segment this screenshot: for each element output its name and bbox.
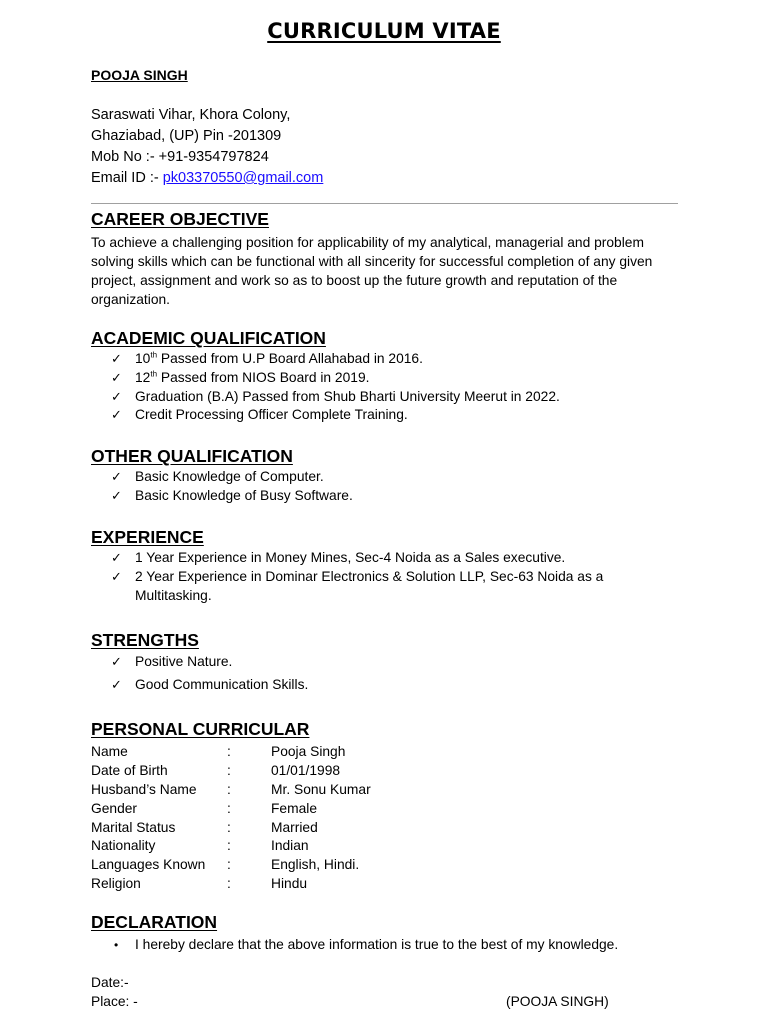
field-separator: :: [227, 762, 231, 778]
item-text: 12: [135, 369, 151, 385]
list-item: [91, 653, 308, 672]
experience-list: [91, 549, 603, 605]
field-value: Married: [271, 819, 318, 835]
table-row: [91, 818, 371, 837]
field-label: Languages Known: [91, 857, 206, 873]
table-row: [91, 874, 371, 893]
section-heading-other-qualification: OTHER QUALIFICATION: [91, 446, 293, 466]
field-label: Husband’s Name: [91, 781, 197, 797]
field-value: Mr. Sonu Kumar: [271, 781, 371, 797]
field-label: Name: [91, 743, 128, 759]
document-title: CURRICULUM VITAE: [267, 19, 501, 43]
table-row: [91, 836, 371, 855]
email-label: Email ID :-: [91, 170, 163, 186]
check-icon: ✓: [111, 469, 122, 484]
table-row: [91, 780, 371, 799]
check-icon: ✓: [111, 388, 122, 404]
superscript: th: [150, 369, 158, 379]
career-objective-text: To achieve a challenging position for applicability of my analytical, managerial and problem solving skills which can be functional with all sincerity for successful completion of any given project, assignment and work so as to boost up the future growth and reputation of the organization.: [91, 235, 653, 307]
field-value: 01/01/1998: [271, 762, 341, 778]
place-label: Place: -: [91, 994, 138, 1009]
address-line-2: Ghaziabad, (UP) Pin -201309: [91, 128, 282, 144]
item-text: Passed from U.P Board Allahabad in 2016.: [157, 351, 423, 366]
item-text: Graduation (B.A) Passed from Shub Bharti University Meerut in 2022.: [135, 388, 560, 404]
list-item: [91, 468, 353, 487]
field-separator: :: [227, 800, 231, 816]
bullet-icon: •: [114, 938, 119, 952]
declaration-text: I hereby declare that the above information is true to the best of my knowledge.: [135, 937, 619, 952]
email-line: [91, 168, 323, 189]
field-separator: :: [227, 743, 231, 759]
field-separator: :: [227, 876, 231, 892]
field-value: Hindu: [271, 876, 308, 892]
list-item: [91, 350, 560, 369]
section-heading-declaration: DECLARATION: [91, 912, 218, 932]
check-icon: ✓: [111, 568, 122, 584]
table-row: [91, 799, 371, 818]
academic-list: [91, 350, 560, 425]
list-item: [91, 406, 560, 425]
item-text: 1 Year Experience in Money Mines, Sec-4 Noida as a Sales executive.: [135, 550, 566, 565]
field-value: English, Hindi.: [271, 857, 360, 873]
field-label: Date of Birth: [91, 762, 168, 778]
item-text: Basic Knowledge of Busy Software.: [135, 487, 353, 503]
item-text: Positive Nature.: [135, 654, 233, 669]
item-text: Multitasking.: [135, 587, 212, 603]
check-icon: ✓: [111, 654, 122, 669]
signature-name: (POOJA SINGH): [506, 994, 609, 1009]
field-separator: :: [227, 838, 231, 854]
section-heading-career-objective: CAREER OBJECTIVE: [91, 209, 269, 229]
field-value: Female: [271, 800, 318, 816]
item-text: Good Communication Skills.: [135, 676, 309, 692]
check-icon: ✓: [111, 550, 122, 565]
table-row: [91, 855, 371, 874]
table-row: [91, 761, 371, 780]
list-item: [91, 487, 353, 506]
field-separator: :: [227, 819, 231, 835]
date-label: Date:-: [91, 975, 129, 990]
field-label: Gender: [91, 800, 138, 816]
field-value: Indian: [271, 838, 309, 854]
list-item: [91, 388, 560, 407]
email-link[interactable]: pk03370550@gmail.com: [162, 170, 324, 186]
divider: [91, 203, 678, 204]
section-heading-strengths: STRENGTHS: [91, 630, 199, 650]
field-label: Religion: [91, 876, 141, 892]
list-item: [91, 369, 560, 388]
list-item: [91, 676, 308, 695]
other-qualification-list: [91, 468, 353, 506]
check-icon: ✓: [111, 407, 122, 423]
mobile-number: Mob No :- +91-9354797824: [91, 149, 269, 165]
table-row: [91, 742, 371, 761]
declaration-list: [91, 936, 618, 955]
field-separator: :: [227, 781, 231, 797]
item-text: Credit Processing Officer Complete Training.: [135, 407, 408, 423]
check-icon: ✓: [111, 676, 122, 692]
contact-block: [91, 105, 323, 189]
strengths-list: [91, 653, 308, 695]
list-item: [91, 936, 618, 955]
item-text: Passed from NIOS Board in 2019.: [157, 369, 370, 385]
item-text: 2 Year Experience in Dominar Electronics & Solution LLP, Sec-63 Noida as a: [135, 568, 604, 584]
check-icon: ✓: [111, 351, 122, 366]
superscript: th: [150, 350, 158, 360]
section-heading-experience: EXPERIENCE: [91, 527, 204, 547]
field-value: Pooja Singh: [271, 743, 346, 759]
check-icon: ✓: [111, 369, 122, 385]
item-text: 10: [135, 351, 151, 366]
check-icon: ✓: [111, 487, 122, 503]
section-heading-personal: PERSONAL CURRICULAR: [91, 719, 310, 739]
section-heading-academic: ACADEMIC QUALIFICATION: [91, 328, 326, 348]
field-separator: :: [227, 857, 231, 873]
address-line-1: Saraswati Vihar, Khora Colony,: [91, 107, 291, 123]
list-item: [91, 568, 603, 587]
item-text: Basic Knowledge of Computer.: [135, 469, 324, 484]
list-item: [91, 549, 603, 568]
field-label: Marital Status: [91, 819, 176, 835]
candidate-name: POOJA SINGH: [91, 67, 188, 83]
list-item-continuation: [91, 587, 603, 606]
field-label: Nationality: [91, 838, 156, 854]
personal-details-table: [91, 742, 371, 893]
